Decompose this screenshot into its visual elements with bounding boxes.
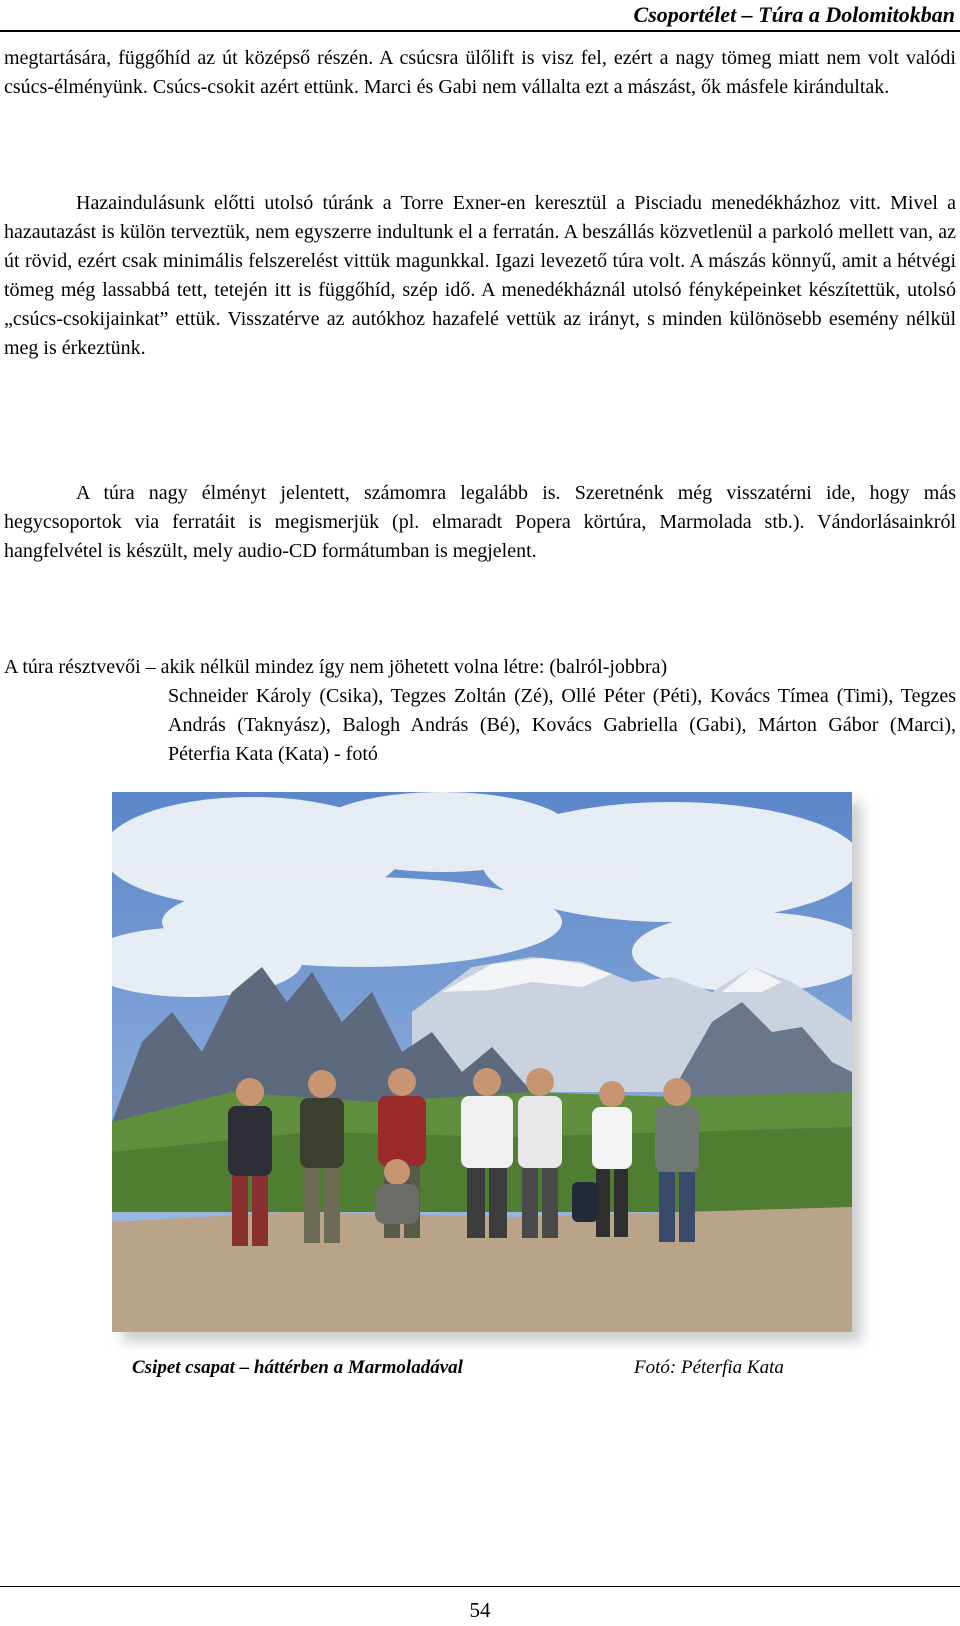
participants-intro: A túra résztvevői – akik nélkül mindez így nem jöhetett volna létre: (balról-jobbra): [4, 656, 668, 678]
paragraph-3: A túra nagy élményt jelentett, számomra legalább is. Szeretnénk még visszatérni ide, hogy más hegycsoportok via ferratáit is megismerjük (pl. elmaradt Popera körtúra, Marmolada stb.). Vándorlásainkról hangfelvétel is készült, mely audio-CD formátumban is megjelent.: [4, 482, 956, 562]
page-number: 54: [469, 1598, 491, 1622]
footer-rule: [0, 1586, 960, 1587]
header-title: Csoportélet – Túra a Dolomitokban: [633, 2, 955, 27]
paragraph-1: megtartására, függőhíd az út középső részén. A csúcsra ülőlift is visz fel, ezért a nagy tömeg miatt nem volt valódi csúcs-élményünk. Csúcs-csokit azért ettünk. Marci és Gabi nem vállalta ezt a mászást, ők másfele kirándultak.: [4, 47, 956, 98]
participants-list: Schneider Károly (Csika), Tegzes Zoltán (Zé), Ollé Péter (Péti), Kovács Tímea (Timi), Tegzes András (Taknyász), Balogh András (Bé), Kovács Gabriella (Gabi), Márton Gábor (Marci), Péterfia Kata (Kata) - fotó: [168, 685, 956, 765]
photo-credit: Fotó: Péterfia Kata: [634, 1357, 784, 1378]
running-header: [0, 0, 960, 32]
paragraph-2: Hazaindulásunk előtti utolsó túránk a Torre Exner-en keresztül a Pisciadu menedékházhoz vitt. Mivel a hazautazást is külön terveztük, nem egyszerre indultunk el a ferratán. A beszállás közvetlenül a parkoló mellett van, az út rövid, ezért csak minimális felszerelést vittük magunkkal. Igazi levezető túra volt. A mászás könnyű, amit a hétvégi tömeg még lassabbá tett, tetején itt is függőhíd, szép idő. A menedékháznál utolsó fényképeinket készítettük, utolsó „csúcs-csokijainkat” ettük. Visszatérve az autókhoz hazafelé vettük az irányt, s minden különösebb esemény nélkül meg is érkeztünk.: [4, 192, 956, 359]
group-photo-illustration: [112, 792, 852, 1332]
group-photo: [112, 792, 852, 1332]
photo-caption: Csipet csapat – háttérben a Marmoladával: [132, 1357, 463, 1378]
